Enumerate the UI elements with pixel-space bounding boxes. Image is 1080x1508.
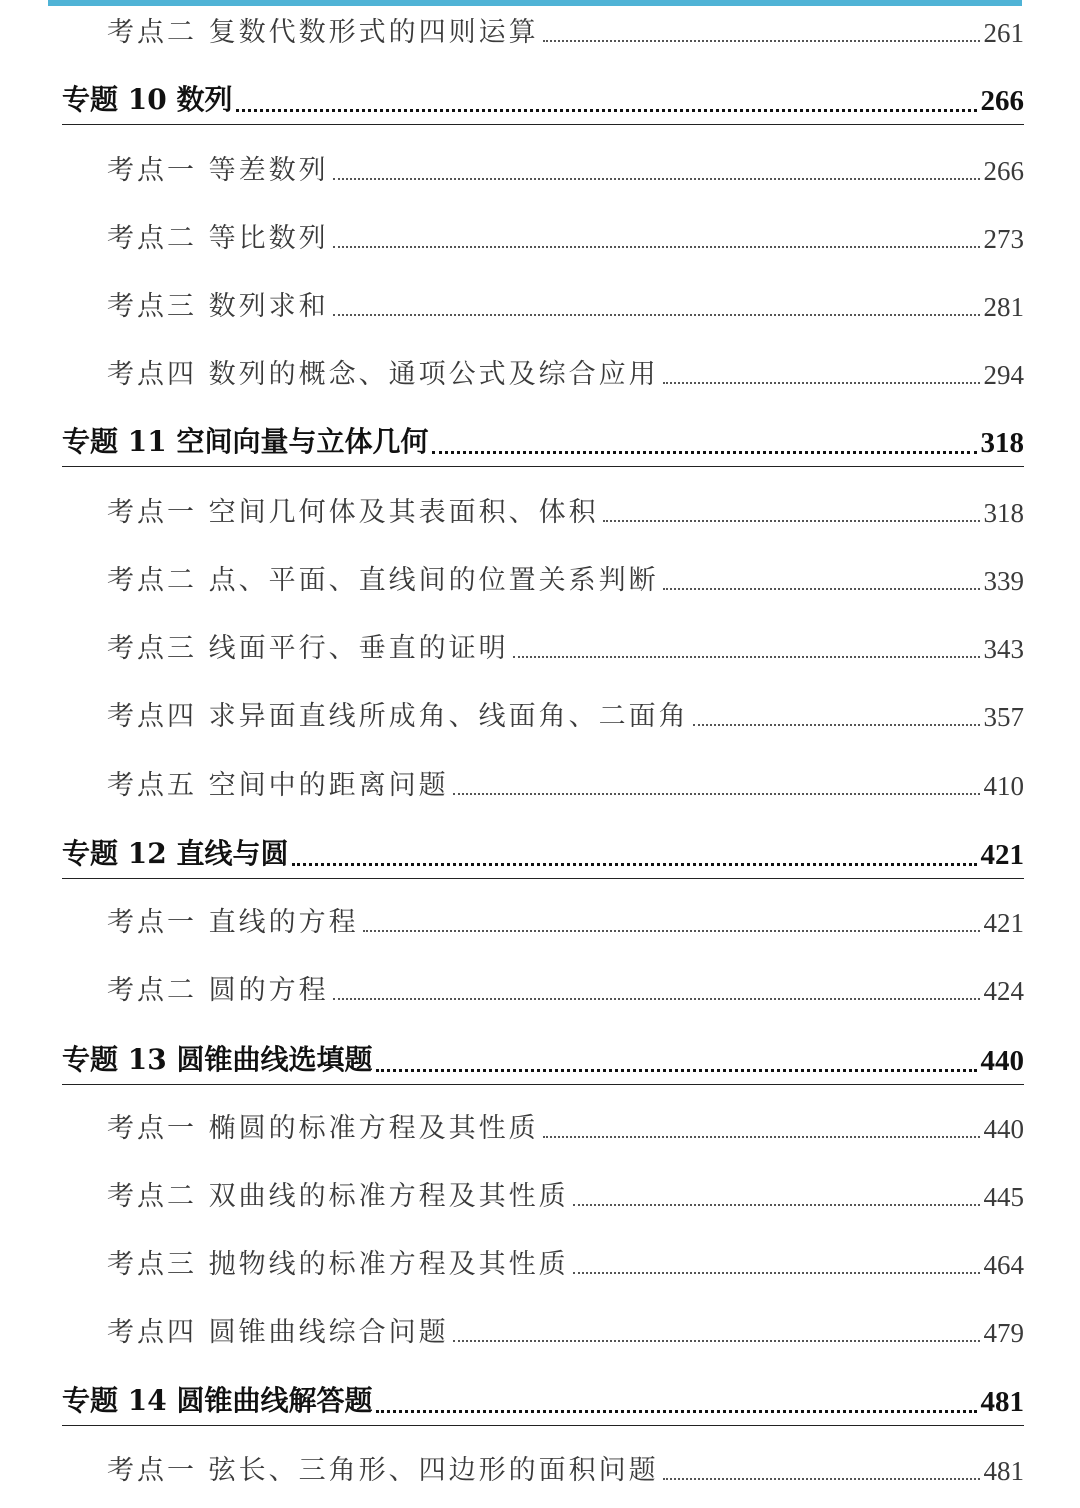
toc-entry-page: 481 xyxy=(983,1456,1024,1486)
toc-entry-label: 考点三 抛物线的标准方程及其性质 xyxy=(107,1249,569,1280)
top-accent-bar xyxy=(48,0,1022,6)
dot-leader xyxy=(292,863,976,866)
toc-chapter-page: 440 xyxy=(980,1045,1024,1077)
toc-entry[interactable] xyxy=(107,1448,1024,1487)
toc-entry[interactable] xyxy=(107,1106,1024,1145)
dot-leader xyxy=(543,40,980,42)
dot-leader xyxy=(663,588,980,590)
toc-entry-page: 464 xyxy=(983,1250,1024,1280)
dot-leader xyxy=(693,724,980,726)
toc-chapter-label: 专题 14 圆锥曲线解答题 xyxy=(62,1384,373,1417)
toc-entry-label: 考点一 空间几何体及其表面积、体积 xyxy=(107,497,599,528)
dot-leader xyxy=(376,1069,976,1072)
dot-leader xyxy=(333,314,980,316)
dot-leader xyxy=(432,451,976,454)
dot-leader xyxy=(363,930,980,932)
dot-leader xyxy=(376,1410,976,1413)
toc-entry-label: 考点四 圆锥曲线综合问题 xyxy=(107,1317,449,1348)
toc-entry-label: 考点三 线面平行、垂直的证明 xyxy=(107,633,509,664)
dot-leader xyxy=(573,1204,980,1206)
toc-entry-page: 318 xyxy=(983,498,1024,528)
toc-entry-label: 考点二 点、平面、直线间的位置关系判断 xyxy=(107,565,659,596)
toc-entry-page: 281 xyxy=(983,292,1024,322)
toc-chapter-label: 专题 12 直线与圆 xyxy=(62,837,289,870)
toc-chapter-page: 421 xyxy=(980,839,1024,871)
toc-entry-page: 261 xyxy=(983,18,1024,48)
toc-entry-label: 考点二 复数代数形式的四则运算 xyxy=(107,17,539,48)
dot-leader xyxy=(663,382,980,384)
toc-entry[interactable] xyxy=(107,968,1024,1007)
dot-leader xyxy=(333,178,980,180)
dot-leader xyxy=(236,109,976,112)
toc-entry-label: 考点三 数列求和 xyxy=(107,291,329,322)
toc-entry[interactable] xyxy=(107,1174,1024,1213)
toc-entry[interactable] xyxy=(107,352,1024,391)
toc-entry-page: 294 xyxy=(983,360,1024,390)
toc-entry[interactable] xyxy=(107,900,1024,939)
toc-entry-page: 266 xyxy=(983,156,1024,186)
toc-entry-label: 考点一 直线的方程 xyxy=(107,907,359,938)
toc-entry-page: 424 xyxy=(983,976,1024,1006)
toc-chapter[interactable] xyxy=(62,1379,1024,1426)
toc-entry[interactable] xyxy=(107,216,1024,255)
toc-entry[interactable] xyxy=(107,694,1024,733)
toc-chapter-page: 481 xyxy=(980,1386,1024,1418)
toc-chapter-label: 专题 13 圆锥曲线选填题 xyxy=(62,1043,373,1076)
toc-entry-page: 343 xyxy=(983,634,1024,664)
dot-leader xyxy=(453,793,980,795)
toc-chapter-page: 266 xyxy=(980,85,1024,117)
dot-leader xyxy=(333,998,980,1000)
toc-entry-label: 考点四 求异面直线所成角、线面角、二面角 xyxy=(107,701,689,732)
toc-chapter[interactable] xyxy=(62,420,1024,467)
toc-entry[interactable] xyxy=(107,490,1024,529)
dot-leader xyxy=(453,1340,980,1342)
dot-leader xyxy=(603,520,980,522)
toc-chapter[interactable] xyxy=(62,1038,1024,1085)
toc-chapter-page: 318 xyxy=(980,427,1024,459)
toc-entry-page: 445 xyxy=(983,1182,1024,1212)
toc-entry[interactable] xyxy=(107,558,1024,597)
toc-entry[interactable] xyxy=(107,1310,1024,1349)
dot-leader xyxy=(663,1478,980,1480)
toc-entry[interactable] xyxy=(107,626,1024,665)
toc-chapter[interactable] xyxy=(62,832,1024,879)
dot-leader xyxy=(513,656,980,658)
toc-entry[interactable] xyxy=(107,148,1024,187)
toc-entry-label: 考点五 空间中的距离问题 xyxy=(107,770,449,801)
dot-leader xyxy=(543,1136,980,1138)
toc-entry[interactable] xyxy=(107,1242,1024,1281)
toc-entry-page: 410 xyxy=(983,771,1024,801)
toc-entry-page: 339 xyxy=(983,566,1024,596)
toc-chapter-label: 专题 11 空间向量与立体几何 xyxy=(62,425,429,458)
toc-chapter[interactable] xyxy=(62,78,1024,125)
toc-entry-page: 440 xyxy=(983,1114,1024,1144)
toc-entry-label: 考点四 数列的概念、通项公式及综合应用 xyxy=(107,359,659,390)
toc-entry[interactable] xyxy=(107,763,1024,802)
toc-entry-label: 考点二 等比数列 xyxy=(107,223,329,254)
dot-leader xyxy=(573,1272,980,1274)
toc-entry-label: 考点一 等差数列 xyxy=(107,155,329,186)
toc-entry-label: 考点一 弦长、三角形、四边形的面积问题 xyxy=(107,1455,659,1486)
dot-leader xyxy=(333,246,980,248)
toc-entry[interactable] xyxy=(107,284,1024,323)
toc-entry-label: 考点二 双曲线的标准方程及其性质 xyxy=(107,1181,569,1212)
toc-entry-label: 考点一 椭圆的标准方程及其性质 xyxy=(107,1113,539,1144)
toc-entry-page: 479 xyxy=(983,1318,1024,1348)
toc-entry-page: 273 xyxy=(983,224,1024,254)
toc-entry[interactable] xyxy=(107,10,1024,49)
toc-entry-label: 考点二 圆的方程 xyxy=(107,975,329,1006)
toc-entry-page: 421 xyxy=(983,908,1024,938)
toc-chapter-label: 专题 10 数列 xyxy=(62,83,233,116)
toc-entry-page: 357 xyxy=(983,702,1024,732)
